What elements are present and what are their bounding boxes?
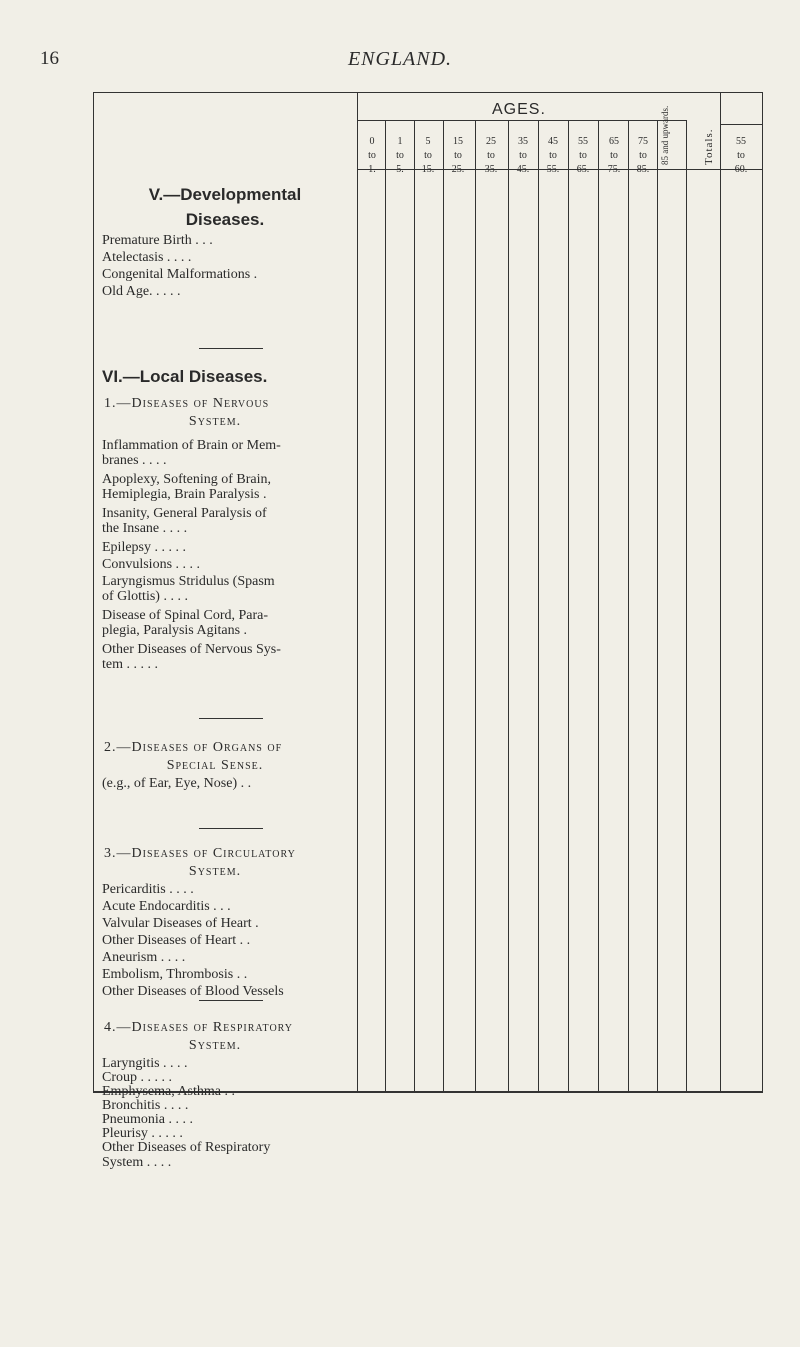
disease-row: Emphysema, Asthma . . bbox=[102, 1084, 235, 1099]
disease-row: Epilepsy . . . . . bbox=[102, 540, 186, 555]
disease-row: Other Diseases of Blood Vessels bbox=[102, 984, 284, 999]
disease-row: Acute Endocarditis . . . bbox=[102, 899, 231, 914]
separator bbox=[199, 348, 263, 349]
section-vi-title: VI.—Local Diseases. bbox=[102, 367, 268, 386]
disease-row: Other Diseases of Nervous Sys- tem . . . . . bbox=[102, 642, 281, 672]
disease-row: (e.g., of Ear, Eye, Nose) . . bbox=[102, 776, 252, 791]
s1-heading-2: System. bbox=[188, 414, 242, 429]
age-column-header: 65 to 75. bbox=[607, 136, 621, 175]
disease-row: Other Diseases of Respiratory System . . . . bbox=[102, 1140, 271, 1170]
disease-row: Atelectasis . . . . bbox=[102, 250, 192, 265]
s1-heading: 1.—Diseases of Nervous bbox=[104, 396, 270, 411]
disease-row: Laryngismus Stridulus (Spasm of Glottis) . . . . bbox=[102, 574, 275, 604]
age-column-header: 5 to 15. bbox=[421, 136, 435, 175]
disease-row: Pericarditis . . . . bbox=[102, 882, 194, 897]
disease-row: Aneurism . . . . bbox=[102, 950, 186, 965]
age-column-header: 45 to 55. bbox=[546, 136, 560, 175]
page-number: 16 bbox=[40, 48, 59, 69]
ages-header: AGES. bbox=[492, 101, 546, 118]
s3-heading-2: System. bbox=[188, 864, 242, 879]
disease-row: Valvular Diseases of Heart . bbox=[102, 916, 259, 931]
disease-row: Inflammation of Brain or Mem- branes . . . . bbox=[102, 438, 281, 468]
disease-row: Laryngitis . . . . bbox=[102, 1056, 188, 1071]
separator bbox=[199, 828, 263, 829]
disease-row: Disease of Spinal Cord, Para- plegia, Paralysis Agitans . bbox=[102, 608, 269, 638]
disease-row: Embolism, Thrombosis . . bbox=[102, 967, 248, 982]
disease-row: Bronchitis . . . . bbox=[102, 1098, 189, 1113]
running-head: ENGLAND. bbox=[347, 48, 453, 70]
disease-row: Old Age. . . . . bbox=[102, 284, 181, 299]
separator bbox=[199, 1000, 263, 1001]
section-v-title-2: Diseases. bbox=[185, 210, 265, 229]
col-85-upwards: 85 and upwards. bbox=[660, 105, 670, 165]
disease-row: Congenital Malformations . bbox=[102, 267, 258, 282]
disease-row: Pneumonia . . . . bbox=[102, 1112, 193, 1127]
age-column-header: 15 to 25. bbox=[451, 136, 465, 175]
s4-heading-2: System. bbox=[188, 1038, 242, 1053]
age-column-header: 0 to 1. bbox=[368, 136, 376, 175]
col-extra: 55 to 60. bbox=[734, 136, 748, 175]
s2-heading-2: Special Sense. bbox=[166, 758, 264, 773]
separator bbox=[199, 718, 263, 719]
section-v-title: V.—Developmental bbox=[148, 185, 302, 204]
disease-row: Croup . . . . . bbox=[102, 1070, 172, 1085]
disease-row: Insanity, General Paralysis of the Insane . . . . bbox=[102, 506, 267, 536]
s4-heading: 4.—Diseases of Respiratory bbox=[104, 1020, 294, 1035]
s2-heading: 2.—Diseases of Organs of bbox=[104, 740, 283, 755]
disease-row: Pleurisy . . . . . bbox=[102, 1126, 183, 1141]
col-totals: Totals. bbox=[703, 128, 715, 165]
age-column-header: 35 to 45. bbox=[516, 136, 530, 175]
s3-heading: 3.—Diseases of Circulatory bbox=[104, 846, 296, 861]
disease-row: Premature Birth . . . bbox=[102, 233, 213, 248]
age-column-header: 55 to 65. bbox=[576, 136, 590, 175]
age-column-header: 75 to 85. bbox=[636, 136, 650, 175]
disease-row: Other Diseases of Heart . . bbox=[102, 933, 251, 948]
disease-row: Apoplexy, Softening of Brain, Hemiplegia, Brain Paralysis . bbox=[102, 472, 272, 502]
disease-row: Convulsions . . . . bbox=[102, 557, 201, 572]
age-column-header: 25 to 35. bbox=[484, 136, 498, 175]
age-column-header: 1 to 5. bbox=[396, 136, 404, 175]
